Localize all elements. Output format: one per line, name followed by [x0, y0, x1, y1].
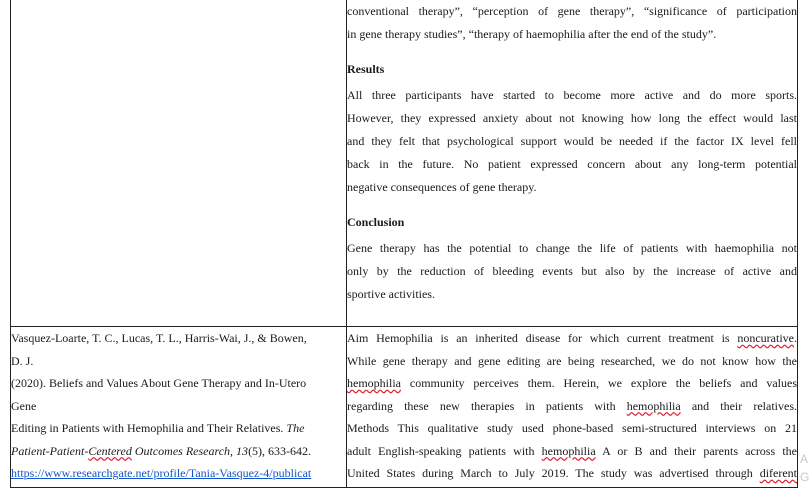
abstract-text: community perceives them. Herein, we explore the beliefs and values [401, 376, 797, 390]
journal-name: Patient-Patient- [11, 443, 89, 458]
side-watermark [800, 450, 809, 486]
abstract-text: adult English-speaking patients with [347, 443, 542, 458]
abstract-text: and their relatives. [680, 398, 797, 413]
abstract-text: diferent [759, 466, 797, 480]
results-line: and they felt that psychological support would be needed if the factor IX level fell [347, 134, 797, 148]
side-mark-letter: A [800, 452, 809, 466]
abstract-text: regarding these new therapies in patients with [347, 398, 627, 413]
abstract-text: hemophilia [347, 376, 401, 390]
results-line: back in the future. No patient expressed concern about any long-term potential [347, 157, 797, 171]
abstract-line [347, 440, 797, 463]
empty-citation-cell [11, 0, 347, 327]
conclusion-heading: Conclusion [347, 215, 405, 229]
abstract-text: Aim Hemophilia is an inherited disease for which current treatment is [347, 331, 738, 345]
results-line: However, they expressed anxiety about not knowing how long the effect would last [347, 111, 797, 125]
table-row [11, 327, 798, 488]
literature-table [10, 0, 798, 488]
citation-line [11, 417, 346, 440]
side-mark-letter: G [800, 470, 809, 484]
intro-line: conventional therapy”, “perception of gene therapy”, “significance of participation [347, 4, 797, 18]
conclusion-line: sportive activities. [347, 287, 435, 301]
abstract-line: While gene therapy and gene editing are being researched, we do not know how the [347, 353, 797, 368]
conclusion-line: only by the reduction of bleeding events but also by the increase of active and [347, 264, 797, 278]
abstract-line [347, 372, 797, 395]
results-line: All three participants have started to become more active and do more sports. [347, 88, 797, 102]
citation-text: Editing in Patients with Hemophilia and Their Relatives. [11, 421, 287, 435]
journal-name: Centered [88, 443, 132, 458]
abstract-text: hemophilia [541, 443, 596, 458]
citation-line [11, 440, 346, 463]
intro-line: in gene therapy studies”, “therapy of haemophilia after the end of the study”. [347, 27, 717, 41]
journal-name: The [286, 421, 305, 435]
abstract-text: United States during March to July 2019. The study was advertised through [347, 466, 760, 480]
citation-line: D. J. [11, 353, 34, 368]
abstract-text: . [794, 331, 797, 345]
citation-line [11, 462, 346, 485]
table-row [11, 0, 798, 327]
abstract-line: Methods This qualitative study used phone-based semi-structured interviews on 21 [347, 421, 797, 435]
citation-line: Gene [11, 398, 37, 413]
conclusion-line: Gene therapy has the potential to change the life of patients with haemophilia not [347, 241, 797, 255]
citation-line: (2020). Beliefs and Values About Gene Therapy and In-Utero [11, 376, 307, 390]
citation-cell [11, 327, 347, 488]
results-line: negative consequences of gene therapy. [347, 180, 537, 194]
abstract-text: A or B and their parents across the [595, 443, 797, 458]
abstract-text: hemophilia [626, 398, 681, 413]
journal-volume: Outcomes Research, 13 [131, 443, 249, 458]
results-heading: Results [347, 62, 385, 76]
summary-cell [347, 0, 798, 327]
abstract-line [347, 327, 797, 350]
citation-link[interactable]: https://www.researchgate.net/profile/Tania-Vasquez-4/publicat [11, 466, 312, 480]
abstract-line [347, 462, 797, 485]
abstract-text: noncurative [737, 331, 794, 345]
abstract-cell [347, 327, 798, 488]
abstract-line [347, 395, 797, 418]
citation-pages: (5), 633-642. [248, 443, 312, 458]
citation-line: Vasquez-Loarte, T. C., Lucas, T. L., Harris-Wai, J., & Bowen, [11, 331, 307, 345]
